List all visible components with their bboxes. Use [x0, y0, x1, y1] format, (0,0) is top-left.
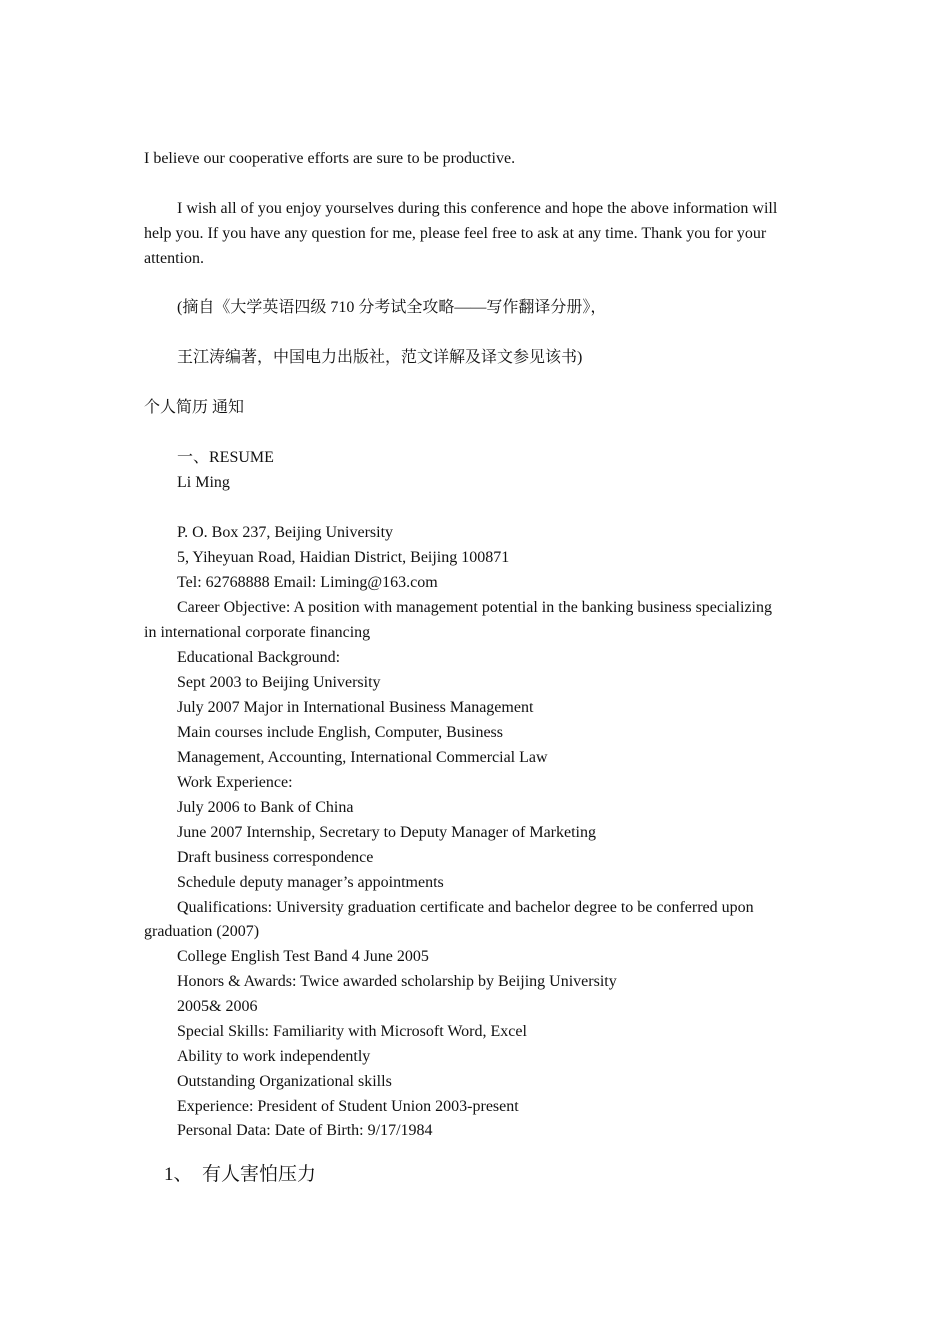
text-line: Schedule deputy manager’s appointments [177, 874, 444, 891]
text-line: Honors & Awards: Twice awarded scholarship by Beijing University [177, 973, 617, 990]
heading-number: 1、 [164, 1164, 193, 1185]
section-title: 个人简历 通知 [144, 399, 245, 416]
text-line: I believe our cooperative efforts are sure to be productive. [144, 150, 516, 167]
text-line: Special Skills: Familiarity with Microsoft Word, Excel [177, 1023, 527, 1040]
text-line: (摘自《大学英语四级 710 分考试全攻略——写作翻译分册》， [177, 299, 607, 316]
text-line: Outstanding Organizational skills [177, 1073, 392, 1090]
text-line: College English Test Band 4 June 2005 [177, 948, 429, 965]
resume-name: Li Ming [177, 474, 230, 491]
text-line: graduation (2007) [144, 923, 260, 940]
heading-title: 有人害怕压力 [202, 1164, 317, 1185]
contact-line: Tel: 62768888 Email: Liming@163.com [177, 574, 438, 591]
text-line: June 2007 Internship, Secretary to Deputy Manager of Marketing [177, 824, 596, 841]
text-line: 2005& 2006 [177, 998, 258, 1015]
text-line: Sept 2003 to Beijing University [177, 674, 381, 691]
address-line: P. O. Box 237, Beijing University [177, 524, 394, 541]
text-line: Draft business correspondence [177, 849, 374, 866]
text-line: help you. If you have any question for me, please feel free to ask at any time. Thank you for your [144, 225, 767, 242]
text-line: Personal Data: Date of Birth: 9/17/1984 [177, 1122, 433, 1139]
text-line: Experience: President of Student Union 2003-present [177, 1098, 519, 1115]
resume-heading: 一、RESUME [177, 449, 274, 466]
text-line: Ability to work independently [177, 1048, 371, 1065]
text-line: Educational Background: [177, 649, 341, 666]
text-line: July 2007 Major in International Business Management [177, 699, 534, 716]
text-line: Career Objective: A position with management potential in the banking business specializing [177, 599, 772, 616]
text-line: I wish all of you enjoy yourselves during this conference and hope the above information will [177, 200, 778, 217]
text-line: Work Experience: [177, 774, 293, 791]
numbered-heading [164, 1163, 316, 1187]
text-line: Qualifications: University graduation certificate and bachelor degree to be conferred upon [177, 899, 754, 916]
text-line: Management, Accounting, International Commercial Law [177, 749, 548, 766]
text-line: attention. [144, 250, 204, 267]
text-line: 王江涛编著，中国电力出版社，范文详解及译文参见该书) [177, 349, 583, 366]
text-line: Main courses include English, Computer, Business [177, 724, 503, 741]
text-line: in international corporate financing [144, 624, 371, 641]
address-line: 5, Yiheyuan Road, Haidian District, Beijing 100871 [177, 549, 510, 566]
text-line: July 2006 to Bank of China [177, 799, 354, 816]
